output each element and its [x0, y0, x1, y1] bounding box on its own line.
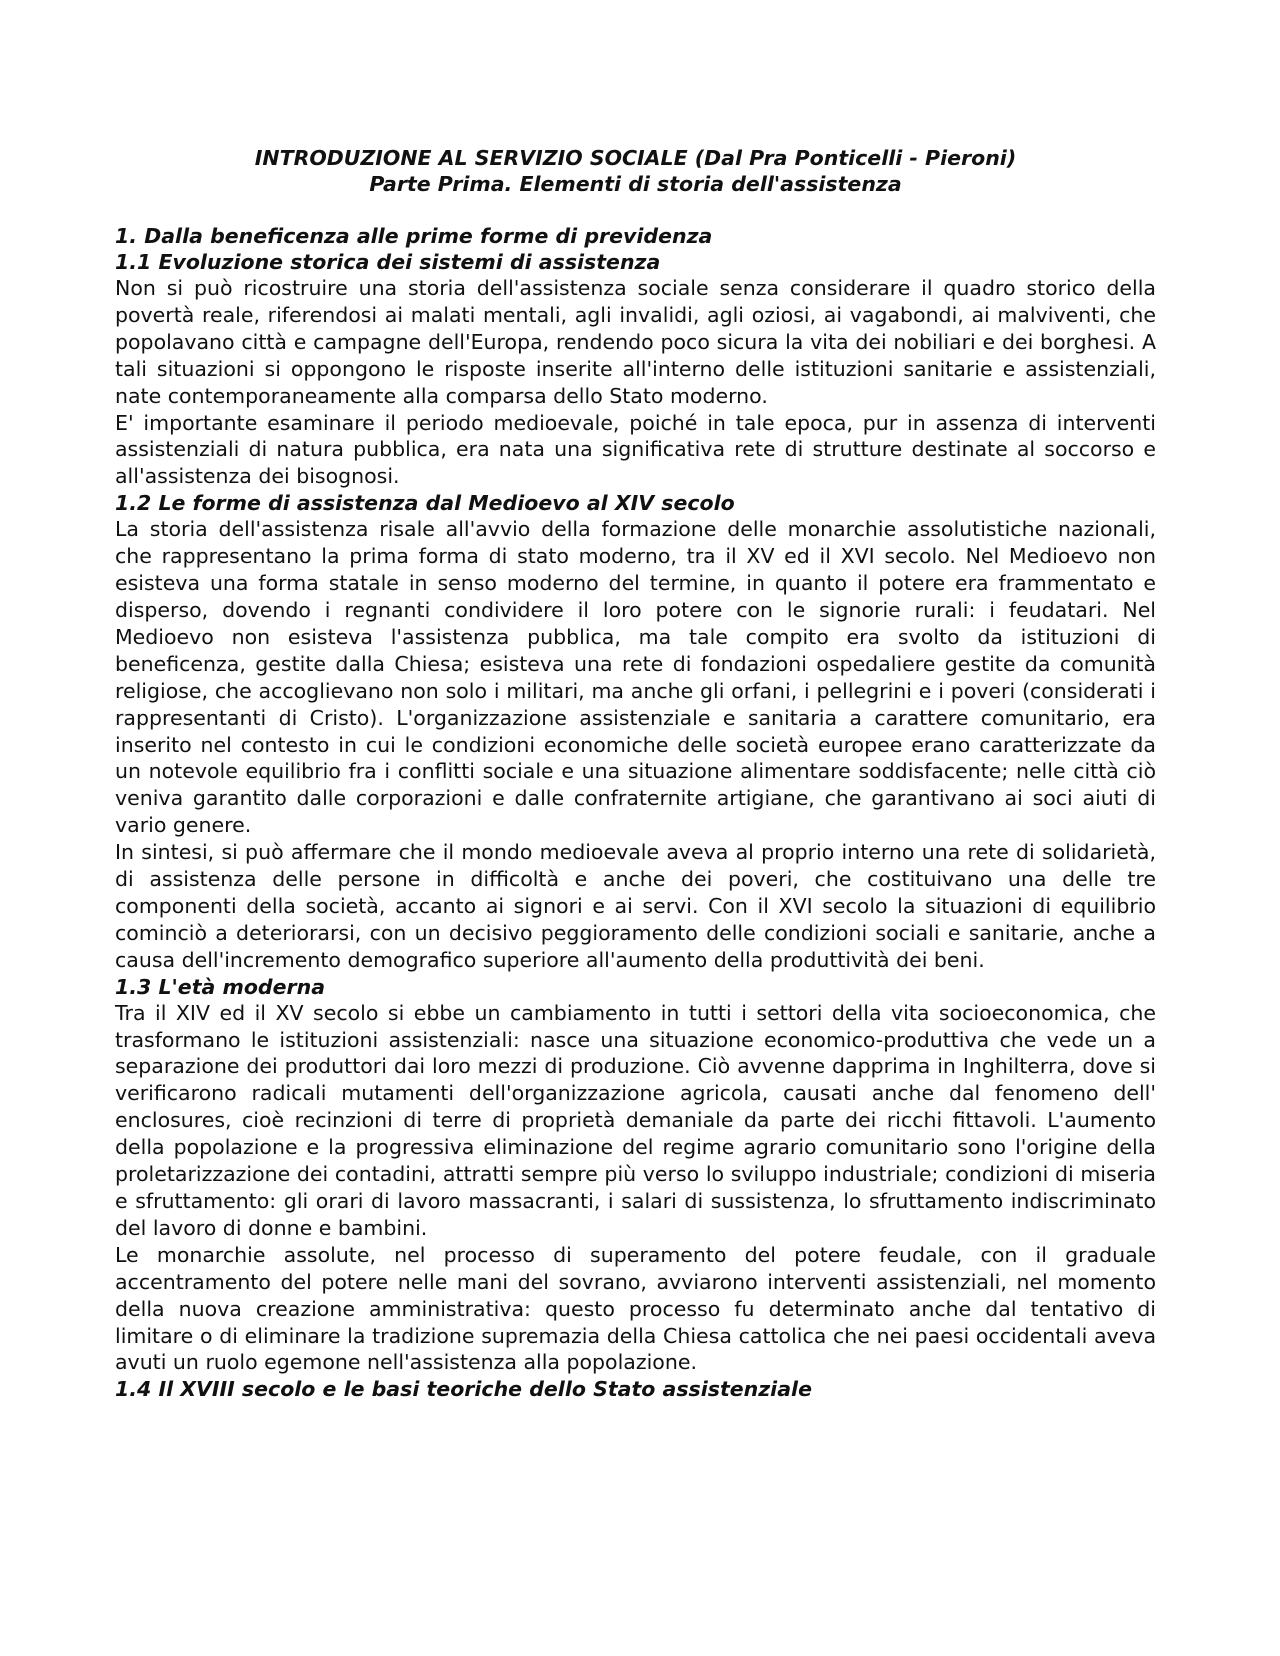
title-line-2: Parte Prima. Elementi di storia dell'assistenza — [369, 172, 902, 196]
section-heading: 1.3 L'età moderna — [115, 974, 326, 999]
paragraph: In sintesi, si può affermare che il mondo medioevale aveva al proprio interno una rete di solidarietà, di assistenza delle persone in difficoltà e anche dei poveri, che costituivano una delle tre componenti della società, accanto ai signori e ai servi. Con il XVI secolo la situazioni di equilibrio cominciò a deteriorarsi, con un decisivo peggioramento delle condizioni sociali e sanitarie, anche a causa dell'incremento demografico superiore all'aumento della produttività dei beni. — [115, 840, 1156, 972]
document-page — [115, 145, 1156, 1402]
title-line-1: INTRODUZIONE AL SERVIZIO SOCIALE (Dal Pra Ponticelli - Pieroni) — [254, 146, 1017, 170]
paragraph: Le monarchie assolute, nel processo di superamento del potere feudale, con il graduale accentramento del potere nelle mani del sovrano, avviarono interventi assistenziali, nel momento della nuova creazione amministrativa: questo processo fu determinato anche dal tentativo di limitare o di eliminare la tradizione supremazia della Chiesa cattolica che nei paesi occidentali aveva avuti un ruolo egemone nell'assistenza alla popolazione. — [115, 1242, 1156, 1375]
paragraph: E' importante esaminare il periodo medioevale, poiché in tale epoca, pur in assenza di interventi assistenziali di natura pubblica, era nata una significativa rete di strutture destinate al soccorso e all'assistenza dei bisognosi. — [115, 410, 1156, 489]
paragraph: Tra il XIV ed il XV secolo si ebbe un cambiamento in tutti i settori della vita socioeconomica, che trasformano le istituzioni assistenziali: nasce una situazione economico-produttiva che vede un a separazione dei produttori dai loro mezzi di produzione. Ciò avvenne dapprima in Inghilterra, dove si verificarono radicali mutamenti dell'organizzazione agricola, causati anche dal fenomeno dell' enclosures, cioè recinzioni di terre di proprietà demaniale da parte dei ricchi fittavoli. L'aumento della popolazione e la progressiva eliminazione del regime agrario comunitario sono l'origine della proletarizzazione dei contadini, attratti sempre più verso lo sviluppo industriale; condizioni di miseria e sfruttamento: gli orari di lavoro massacranti, i salari di sussistenza, lo sfruttamento indiscriminato del lavoro di donne e bambini. — [115, 1000, 1156, 1240]
paragraph: Non si può ricostruire una storia dell'assistenza sociale senza considerare il quadro storico della povertà reale, riferendosi ai malati mentali, agli invalidi, agli oziosi, ai vagabondi, ai malviventi, che popolavano città e campagne dell'Europa, rendendo poco sicura la vita dei nobiliari e dei borghesi. A tali situazioni si oppongono le risposte inserite all'interno delle istituzioni sanitarie e assistenziali, nate contemporaneamente alla comparsa dello Stato moderno. — [115, 276, 1156, 408]
section-heading: 1.4 Il XVIII secolo e le basi teoriche dello Stato assistenziale — [115, 1377, 812, 1402]
section-heading: 1.1 Evoluzione storica dei sistemi di assistenza — [115, 250, 661, 274]
chapter-heading: 1. Dalla beneficenza alle prime forme di previdenza — [115, 224, 713, 248]
section-heading: 1.2 Le forme di assistenza dal Medioevo al XIV secolo — [115, 491, 735, 516]
paragraph: La storia dell'assistenza risale all'avvio della formazione delle monarchie assolutistiche nazionali, che rappresentano la prima forma di stato moderno, tra il XV ed il XVI secolo. Nel Medioevo non esisteva una forma statale in senso moderno del termine, in quanto il potere era frammentato e disperso, dovendo i regnanti condividere il loro potere con le signorie rurali: i feudatari. Nel Medioevo non esisteva l'assistenza pubblica, ma tale compito era svolto da istituzioni di beneficenza, gestite dalla Chiesa; esisteva una rete di fondazioni ospedaliere gestite da comunità religiose, che accoglievano non solo i militari, ma anche gli orfani, i pellegrini e i poveri (considerati i rappresentanti di Cristo). L'organizzazione assistenziale e sanitaria a carattere comunitario, era inserito nel contesto in cui le condizioni economiche delle società europee erano caratterizzate da un notevole equilibrio fra i conflitti sociale e una situazione alimentare soddisfacente; nelle città ciò veniva garantito dalle corporazioni e dalle confraternite artigiane, che garantivano ai soci aiuti di vario genere. — [115, 517, 1156, 838]
document-title — [115, 145, 1156, 197]
spacer — [115, 197, 1156, 223]
